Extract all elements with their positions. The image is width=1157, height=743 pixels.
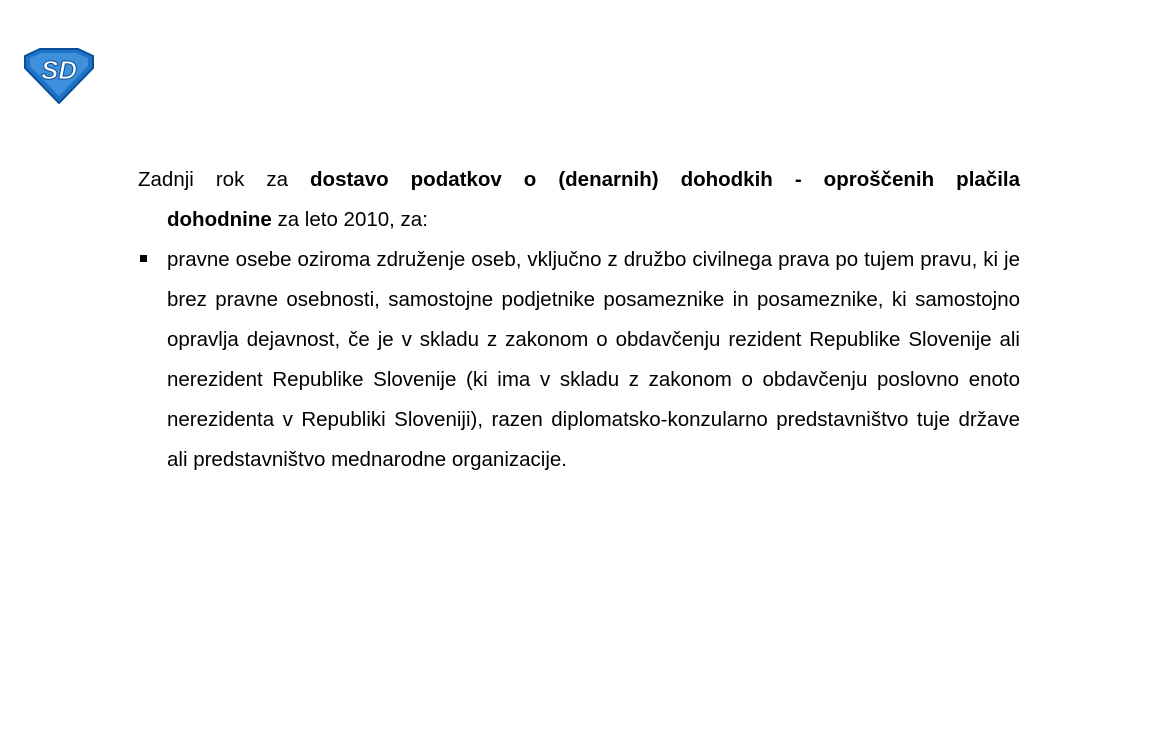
- square-bullet-icon: [140, 255, 147, 262]
- bullet-text: pravne osebe oziroma združenje oseb, vključno z družbo civilnega prava po tujem pravu, ki je brez pravne osebnosti, samostojne podjetnike posameznike in posameznike, ki samostojno opravlja dejavnost, če je v skladu z zakonom o obdavčenju rezident Republike Slovenije ali nerezident Republike Slovenije (ki ima v skladu z zakonom o obdavčenju poslovno enoto nerezidenta v Republiki Sloveniji), razen diplomatsko-konzularno predstavništvo tuje države ali predstavništvo mednarodne organizacije.: [167, 248, 1020, 471]
- bullet-item: [138, 240, 1020, 480]
- company-logo: [22, 48, 96, 104]
- intro-paragraph-line1: [138, 160, 1020, 200]
- document-body: [138, 160, 1020, 480]
- intro-text-1: Zadnji rok za: [138, 168, 311, 191]
- intro-bold-2: dohodnine: [167, 208, 272, 231]
- bullet-list: [138, 240, 1020, 480]
- intro-paragraph-line2: [167, 200, 1020, 240]
- intro-text-2: za leto 2010, za:: [271, 208, 428, 231]
- intro-bold-1: dostavo podatkov o (denarnih) dohodkih - oproščenih plačila: [310, 168, 1020, 191]
- logo-text: SD: [40, 55, 78, 85]
